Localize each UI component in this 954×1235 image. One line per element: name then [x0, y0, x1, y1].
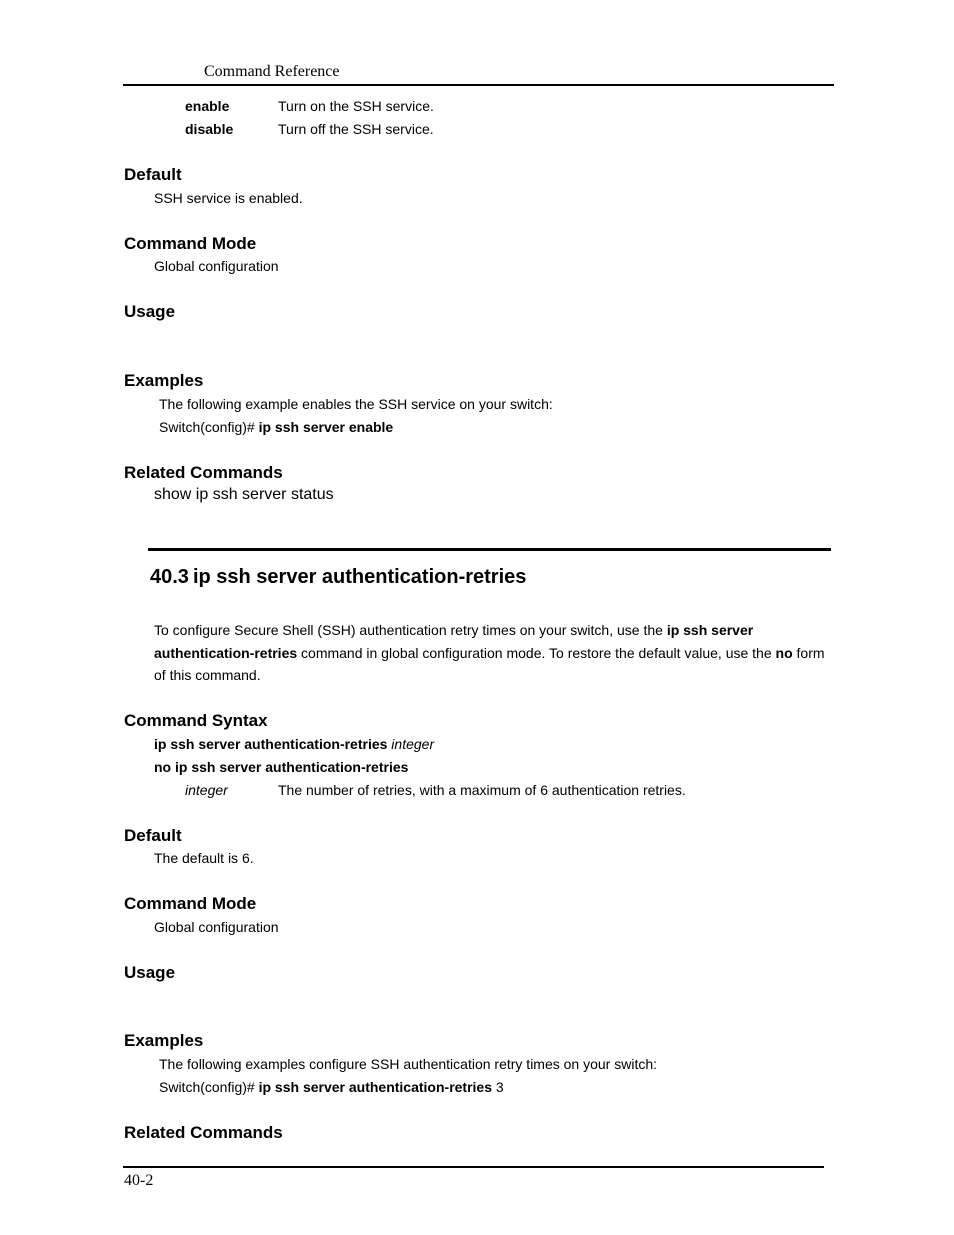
- running-header: Command Reference: [204, 63, 340, 80]
- param-name-disable: disable: [185, 121, 234, 137]
- example-arg-2: 3: [492, 1079, 504, 1095]
- param-desc-disable: Turn off the SSH service.: [278, 121, 434, 137]
- desc-command: ip ssh server authentication-retries: [154, 622, 754, 661]
- section-name: ip ssh server authentication-retries: [192, 566, 527, 588]
- header-rule: [123, 84, 834, 86]
- syntax-1-arg: integer: [387, 736, 435, 752]
- example-line-2: [159, 1079, 504, 1095]
- param-name-integer: integer: [185, 782, 228, 798]
- related-commands-text: show ip ssh server status: [154, 486, 334, 503]
- default-text-2: The default is 6.: [154, 850, 254, 866]
- example-command-2: ip ssh server authentication-retries: [258, 1079, 493, 1095]
- param-desc-enable: Turn on the SSH service.: [278, 98, 434, 114]
- desc-text-1: To configure Secure Shell (SSH) authentication retry times on your switch, use the: [154, 622, 667, 638]
- param-desc-integer: The number of retries, with a maximum of 6 authentication retries.: [278, 782, 686, 798]
- section-rule: [148, 548, 831, 551]
- syntax-1-command: ip ssh server authentication-retries: [154, 736, 388, 752]
- examples-heading-2: Examples: [124, 1031, 204, 1050]
- usage-heading: Usage: [124, 302, 176, 321]
- desc-text-2: command in global configuration mode. To restore the default value, use the: [297, 644, 776, 661]
- section-description: [154, 619, 834, 687]
- examples-intro-2: The following examples configure SSH authentication retry times on your switch:: [159, 1056, 658, 1072]
- command-mode-text-2: Global configuration: [154, 919, 279, 935]
- section-number: 40.3: [150, 566, 189, 588]
- example-line: [159, 419, 393, 435]
- desc-text-3: form of this command.: [154, 644, 825, 683]
- default-text: SSH service is enabled.: [154, 190, 303, 206]
- section-title: [150, 566, 526, 589]
- default-heading-2: Default: [124, 826, 182, 845]
- syntax-line-2: no ip ssh server authentication-retries: [154, 759, 409, 775]
- example-command: ip ssh server enable: [258, 419, 394, 435]
- related-commands-heading: Related Commands: [124, 463, 283, 482]
- desc-no: no: [775, 644, 793, 661]
- command-mode-heading: Command Mode: [124, 234, 257, 253]
- syntax-line-1: [154, 736, 434, 752]
- related-commands-heading-2: Related Commands: [124, 1123, 283, 1142]
- example-prompt-2: Switch(config)#: [159, 1079, 259, 1095]
- examples-heading: Examples: [124, 371, 204, 390]
- command-syntax-heading: Command Syntax: [124, 711, 268, 730]
- page-number: 40-2: [124, 1172, 154, 1189]
- example-prompt: Switch(config)#: [159, 419, 259, 435]
- command-mode-text: Global configuration: [154, 258, 279, 274]
- footer-rule: [123, 1166, 824, 1168]
- examples-intro: The following example enables the SSH service on your switch:: [159, 396, 553, 412]
- usage-heading-2: Usage: [124, 963, 176, 982]
- default-heading: Default: [124, 165, 182, 184]
- command-mode-heading-2: Command Mode: [124, 894, 257, 913]
- param-name-enable: enable: [185, 98, 230, 114]
